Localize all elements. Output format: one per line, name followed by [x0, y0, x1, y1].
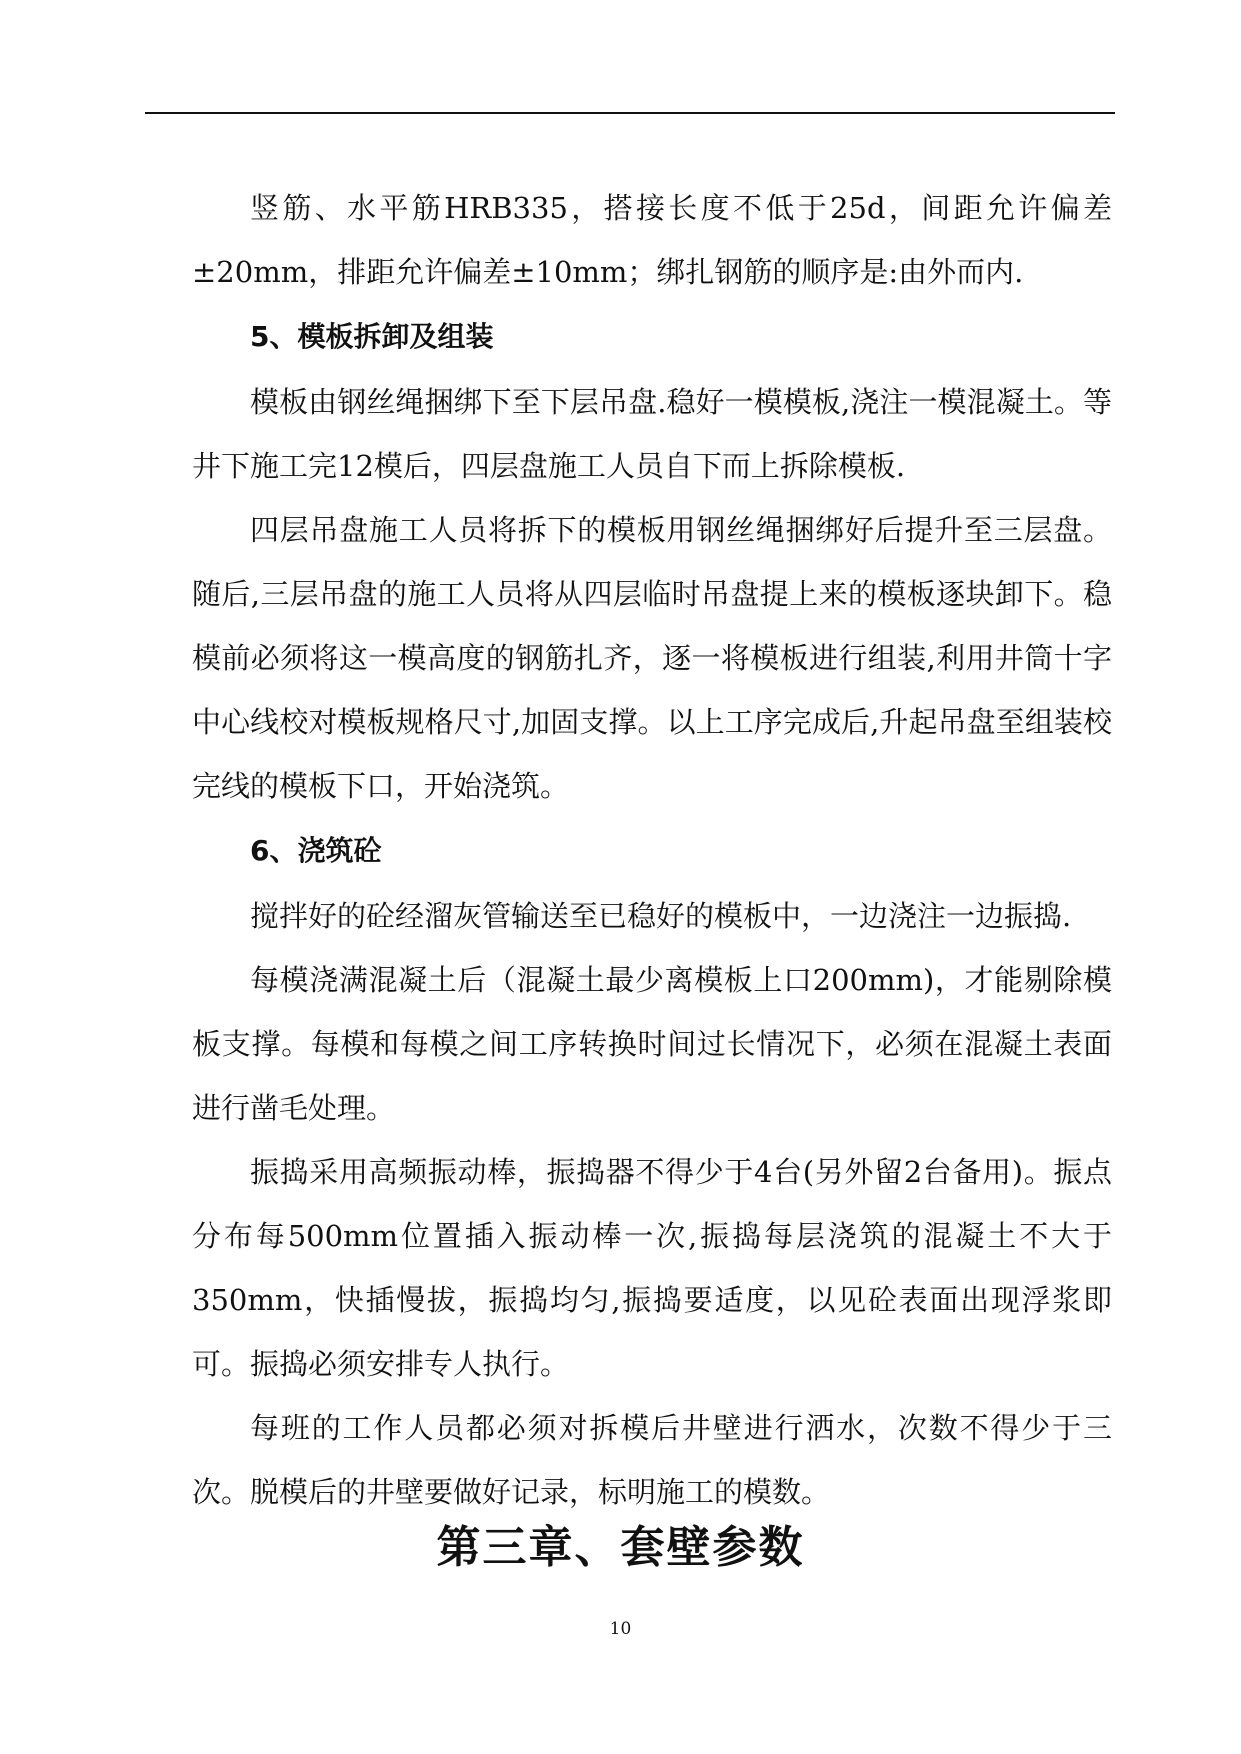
- page-number: 10: [609, 1619, 632, 1639]
- document-body: [192, 176, 1112, 1524]
- paragraph-curing: 每班的工作人员都必须对拆模后井壁进行洒水，次数不得少于三次。脱模后的井壁要做好记录，标明施工的模数。: [192, 1411, 1112, 1509]
- header-rule: [145, 112, 1115, 114]
- paragraph-rebar-spec: 竖筋、水平筋HRB335，搭接长度不低于25d，间距允许偏差±20mm，排距允许偏差±10mm；绑扎钢筋的顺序是:由外而内.: [192, 191, 1112, 289]
- section-heading-formwork: 5、模板拆卸及组装: [250, 320, 494, 353]
- paragraph-vibration: 振捣采用高频振动棒，振捣器不得少于4台(另外留2台备用)。振点分布每500mm位置插入振动棒一次,振捣每层浇筑的混凝土不大于350mm，快插慢拔，振捣均匀,振捣要适度，以见砼表面出现浮浆即可。振捣必须安排专人执行。: [192, 1155, 1112, 1381]
- paragraph-formwork-lowering: 模板由钢丝绳捆绑下至下层吊盘.稳好一模模板,浇注一模混凝土。等井下施工完12模后，四层盘施工人员自下而上拆除模板.: [192, 385, 1112, 483]
- chapter-title: 第三章、套壁参数: [436, 1522, 805, 1573]
- paragraph-formwork-assembly: 四层吊盘施工人员将拆下的模板用钢丝绳捆绑好后提升至三层盘。随后,三层吊盘的施工人员将从四层临时吊盘提上来的模板逐块卸下。稳模前必须将这一模高度的钢筋扎齐，逐一将模板进行组装,利用井筒十字中心线校对模板规格尺寸,加固支撑。以上工序完成后,升起吊盘至组装校完线的模板下口，开始浇筑。: [192, 513, 1112, 803]
- paragraph-concrete-filling: 每模浇满混凝土后（混凝土最少离模板上口200mm)，才能剔除模板支撑。每模和每模之间工序转换时间过长情况下，必须在混凝土表面进行凿毛处理。: [192, 963, 1112, 1125]
- paragraph-concrete-delivery: 搅拌好的砼经溜灰管输送至已稳好的模板中，一边浇注一边振捣.: [250, 899, 1072, 933]
- section-heading-concrete-pouring: 6、浇筑砼: [250, 834, 382, 867]
